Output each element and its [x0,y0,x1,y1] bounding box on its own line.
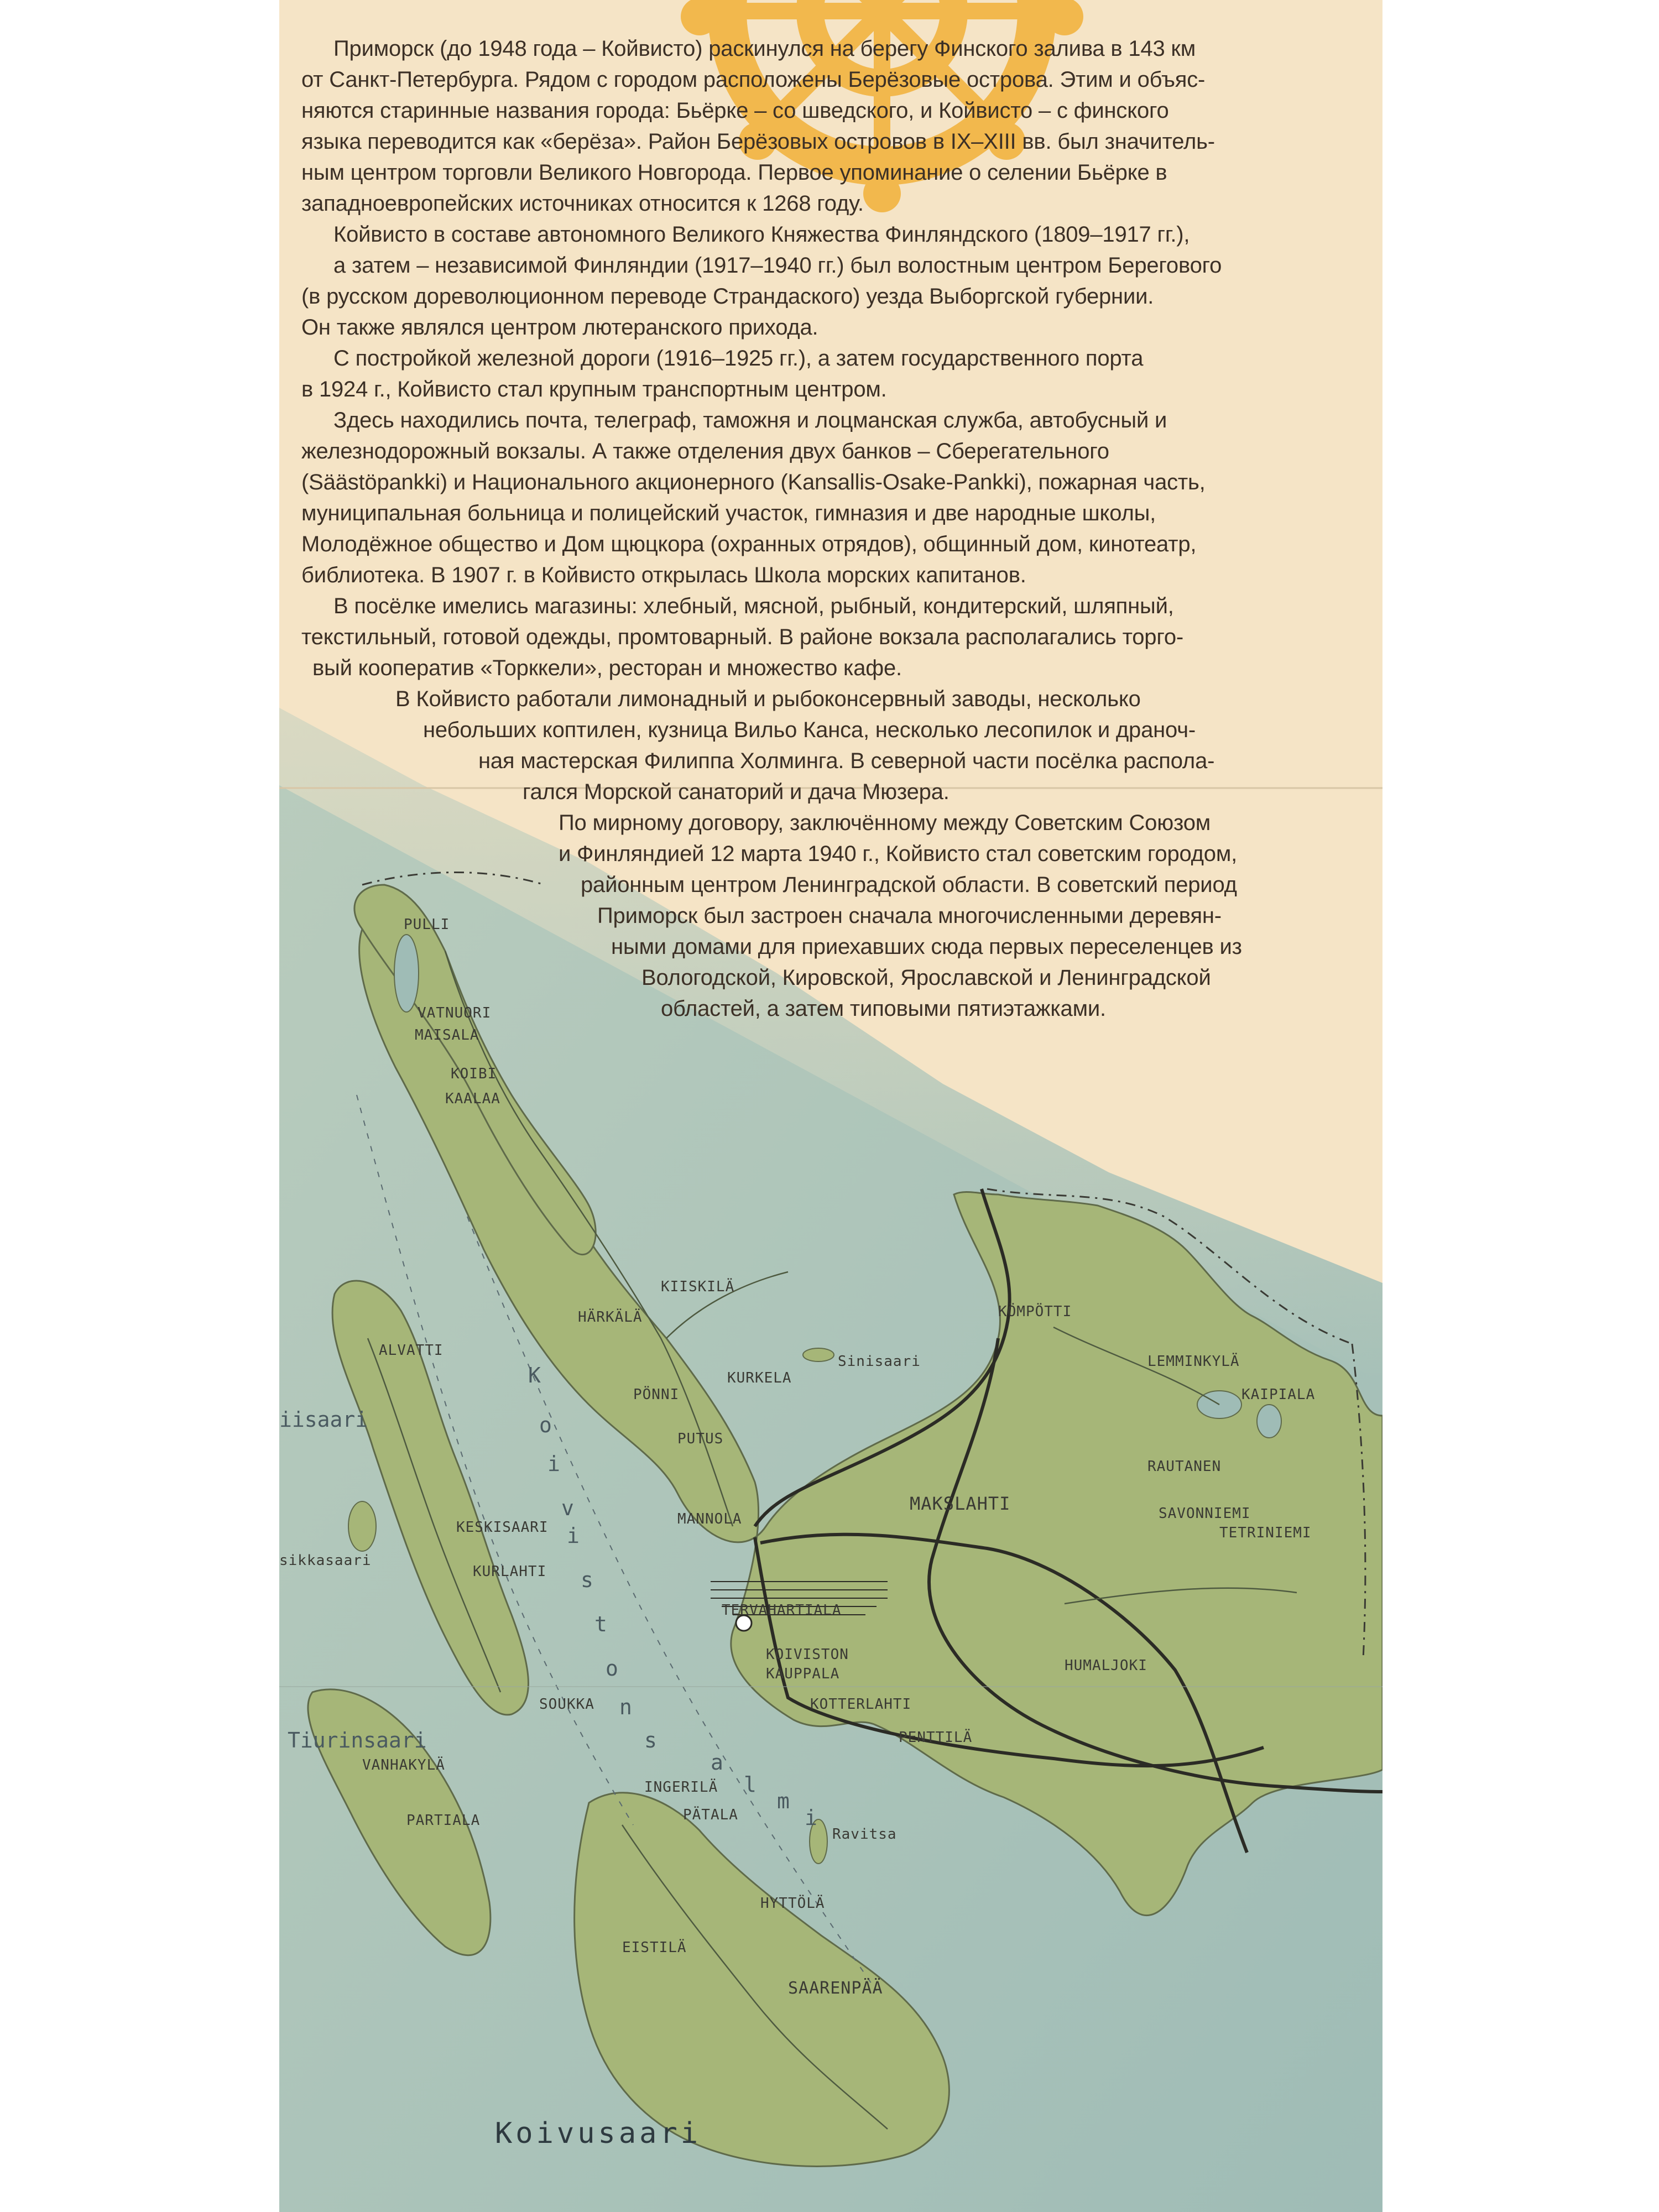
text-line: С постройкой железной дороги (1916–1925 гг.), а затем государственного порта [333,346,1144,371]
map-label-tervahartiala: TERVAHARTIALA [722,1602,842,1619]
text-line: западноевропейских источниках относится к 1268 году. [301,191,864,216]
map-label-putus: PUTUS [677,1431,724,1447]
map-label-kotterlahti: KOTTERLAHTI [810,1696,912,1713]
text-line: В посёлке имелись магазины: хлебный, мясной, рыбный, кондитерский, шляпный, [333,594,1174,618]
text-line: районным центром Ленинградской области. В советский период [581,873,1237,897]
text-line: от Санкт-Петербурга. Рядом с городом расположены Берёзовые острова. Этим и объяс- [301,67,1206,92]
strait-letter: v [561,1496,574,1520]
strait-letter: s [644,1728,657,1752]
strait-letter: i [567,1524,580,1548]
map-label-humaljoki: HUMALJOKI [1065,1657,1147,1674]
text-line: небольших коптилен, кузница Вильо Канса, несколько лесопилок и драноч- [423,718,1196,742]
map-label-iisaari: iisaari [279,1407,368,1432]
map-label-tiurinsaari: Tiurinsaari [288,1728,427,1752]
map-label-ponni: PÖNNI [633,1386,680,1403]
map-label-pulli: PULLI [404,916,450,933]
strait-letter: K [528,1363,541,1387]
text-line: библиотека. В 1907 г. в Койвисто открылась Школа морских капитанов. [301,563,1026,587]
brochure-page [279,0,1383,2212]
map-label-alvatti: ALVATTI [379,1342,444,1359]
text-line: (в русском дореволюционном переводе Страндаского) уезда Выборгской губернии. [301,284,1154,309]
strait-letter: s [581,1568,593,1592]
map-label-sinisaari: Sinisaari [838,1353,921,1370]
text-line: гался Морской санаторий и дача Мюзера. [523,780,950,804]
map-label-kurlahti: KURLAHTI [473,1563,547,1580]
strait-letter: l [744,1772,757,1797]
text-line: Он также являлся центром лютеранского прихода. [301,315,818,340]
strait-letter: a [711,1750,723,1775]
island-sikkasaari [348,1501,376,1551]
map-label-kiiskila: KIISKILÄ [661,1279,735,1295]
text-line: областей, а затем типовыми пятиэтажками. [661,997,1106,1021]
text-line: няются старинные названия города: Бьёрке – со шведского, и Койвисто – с финского [301,98,1169,123]
map-label-ravitsa: Ravitsa [832,1826,897,1843]
history-text [279,33,1383,1084]
text-line: В Койвисто работали лимонадный и рыбоконсервный заводы, несколько [395,687,1141,711]
map-label-savonniemi: SAVONNIEMI [1159,1505,1251,1522]
strait-letter: t [594,1612,607,1636]
text-line: железнодорожный вокзалы. А также отделения двух банков – Сберегательного [301,439,1109,463]
strait-letter: m [777,1789,790,1813]
map-label-koibi: KOIBI [451,1066,497,1082]
text-line: муниципальная больница и полицейский участок, гимназия и две народные школы, [301,501,1156,525]
text-line: ными домами для приехавших сюда первых переселенцев из [611,935,1242,959]
map-label-soukka: SOUKKA [539,1696,594,1713]
strait-letter: n [619,1695,632,1719]
map-label-keskisaari: KESKISAARI [456,1519,549,1536]
text-line: вый кооператив «Торккели», ресторан и множество кафе. [312,656,902,680]
text-line: текстильный, готовой одежды, промтоварный. В районе вокзала располагались торго- [301,625,1184,649]
map-label-harkala: HÄRKÄLÄ [578,1309,643,1326]
map-label-patala: PÄTALA [683,1807,738,1823]
text-line: Приморск (до 1948 года – Койвисто) раскинулся на берегу Финского залива в 143 км [333,36,1196,61]
lake-kaipiala [1257,1405,1281,1438]
text-line: Здесь находились почта, телеграф, таможня и лоцманская служба, автобусный и [333,408,1167,432]
map-label-rautanen: RAUTANEN [1147,1458,1222,1475]
map-label-kaalaa: KAALAA [445,1091,500,1107]
strait-letter: i [805,1806,817,1830]
text-line: ным центром торговли Великого Новгорода. Первое упоминание о селении Бьёрке в [301,160,1167,185]
text-line: языка переводится как «берёза». Район Берёзовых островов в IX–XIII вв. был значитель- [301,129,1215,154]
text-line: По мирному договору, заключённому между Советским Союзом [559,811,1211,835]
map-label-lemminkyla: LEMMINKYLÄ [1147,1353,1240,1370]
map-label-kauppala: KAUPPALA [766,1666,840,1682]
map-label-mannola: MANNOLA [677,1511,742,1527]
text-line: Молодёжное общество и Дом щюцкора (охранных отрядов), общинный дом, кинотеатр, [301,532,1197,556]
map-label-koiviston: KOIVISTON [766,1646,849,1663]
map-label-makslahti: MAKSLAHTI [910,1493,1011,1514]
text-line: а затем – независимой Финляндии (1917–1940 гг.) был волостным центром Берегового [333,253,1222,278]
map-label-maisala: MAISALA [415,1027,479,1044]
map-label-vanhakyla: VANHAKYLÄ [362,1757,445,1773]
map-label-partiala: PARTIALA [406,1812,481,1829]
text-line: ная мастерская Филиппа Холминга. В северной части посёлка распола- [478,749,1215,773]
text-line: и Финляндией 12 марта 1940 г., Койвисто стал советским городом, [559,842,1238,866]
text-line: Приморск был застроен сначала многочисленными деревян- [597,904,1222,928]
strait-letter: o [606,1656,618,1681]
map-label-hyttola: HYTTÖLÄ [760,1895,825,1912]
text-line: (Säästöpankki) и Национального акционерного (Kansallis-Osake-Pankki), пожарная часть, [301,470,1206,494]
map-label-kaipiala: KAIPIALA [1241,1386,1316,1403]
map-label-vatnuori: VATNUORI [418,1005,492,1021]
map-label-kurkela: KURKELA [727,1370,792,1386]
map-label-ingerila: INGERILÄ [644,1779,718,1796]
map-label-penttila: PENTTILÄ [899,1729,973,1746]
text-line: Вологодской, Кировской, Ярославской и Ленинградской [641,966,1211,990]
map-label-eistila: EISTILÄ [622,1939,687,1956]
map-label-kompotti: KÖMPÖTTI [998,1303,1072,1320]
text-line: Койвисто в составе автономного Великого Княжества Финляндского (1809–1917 гг.), [333,222,1190,247]
map-label-koivusaari: Koivusaari [495,2117,702,2150]
strait-letter: i [547,1452,560,1476]
strait-letter: o [539,1413,552,1437]
text-line: в 1924 г., Койвисто стал крупным транспортным центром. [301,377,887,401]
map-label-tetriniemi: TETRINIEMI [1219,1525,1312,1541]
island-sinisaari [803,1348,834,1361]
map-label-sikkasaari: sikkasaari [279,1552,372,1569]
map-label-saarenpaa: SAARENPÄÄ [788,1979,883,1998]
